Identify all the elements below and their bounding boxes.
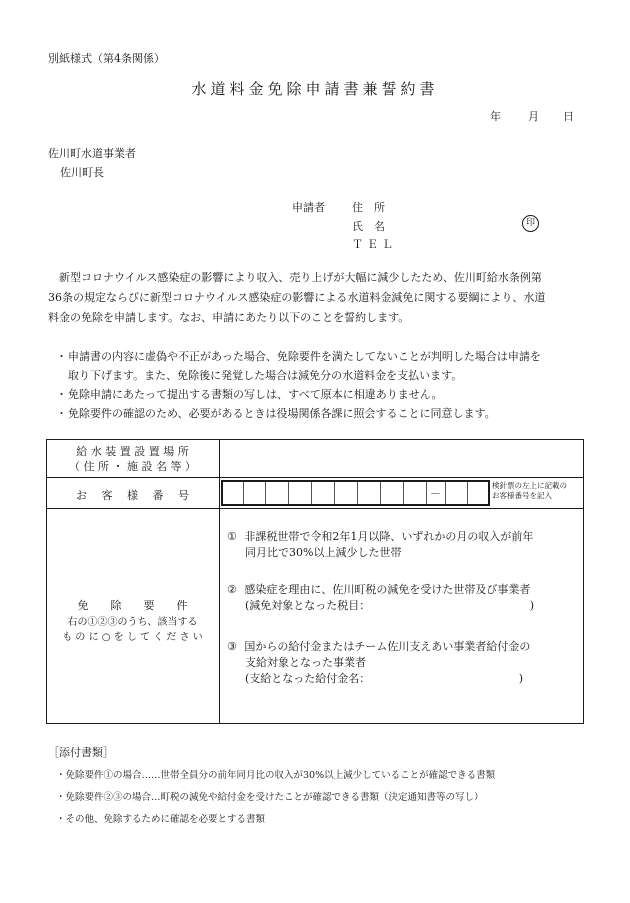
attachments-heading: ［添付書類］	[48, 746, 114, 759]
applicant-name-label: 氏 名	[352, 220, 385, 233]
form-reference: 別紙様式（第4条関係）	[48, 52, 165, 65]
condition-1[interactable]	[227, 529, 533, 561]
table-row-divider	[46, 477, 584, 478]
digit-divider	[467, 482, 468, 504]
requirements-instruction: も の に ○ を し て く だ さ い	[62, 632, 203, 643]
table-column-divider	[219, 439, 220, 724]
date-month-label: 月	[528, 110, 539, 123]
addressee-water-utility: 佐川町水道事業者	[48, 147, 136, 160]
condition-text: 支給対象となった事業者	[245, 656, 366, 669]
requirements-instruction: 右の①②③のうち、該当する	[67, 617, 198, 628]
bullet-icon: ・	[56, 407, 67, 420]
condition-number: ②	[227, 583, 237, 596]
pledge-line: 申請書の内容に虚偽や不正があった場合、免除要件を満たしてないことが判明した場合は申請を	[68, 350, 541, 363]
digit-divider	[243, 482, 244, 504]
digit-divider	[445, 482, 446, 504]
statement-line: 36条の規定ならびに新型コロナウイルス感染症の影響による水道料金減免に関する要綱により、水道	[48, 291, 546, 304]
condition-2[interactable]	[227, 582, 534, 614]
bullet-icon: ・	[56, 388, 67, 401]
applicant-label: 申請者	[292, 201, 325, 214]
digit-divider	[357, 482, 358, 504]
condition-3[interactable]	[227, 639, 530, 687]
condition-text: 国からの給付金またはチーム佐川支えあい事業者給付金の	[244, 640, 531, 653]
date-day-label: 日	[563, 110, 574, 123]
location-label: 給 水 装 置 設 置 場 所	[76, 445, 189, 458]
application-statement	[48, 268, 588, 328]
location-sublabel: （ 住 所 ・ 施 設 名 等 ）	[69, 460, 196, 473]
condition-number: ③	[227, 640, 237, 653]
statement-line: 料金の免除を申請します。なお、申請にあたり以下のことを誓約します。	[48, 311, 410, 324]
attachment-item: ・免除要件①の場合……世帯全員分の前年同月比の収入が30%以上減少していることが確認できる書類	[56, 770, 496, 781]
location-field[interactable]	[222, 441, 582, 475]
pledge-list	[56, 347, 596, 423]
applicant-address-label: 住 所	[352, 201, 385, 214]
meter-note	[492, 481, 567, 501]
benefit-name-field[interactable]: (支給となった給付金名： )	[245, 672, 524, 685]
meter-note-line: お客様番号を記入	[492, 491, 552, 500]
pledge-line: 取り下げます。また、免除後に発覚した場合は減免分の水道料金を支払います。	[68, 369, 463, 382]
digit-divider	[265, 482, 266, 504]
statement-line: 新型コロナウイルス感染症の影響により収入、売り上げが大幅に減少したため、佐川町給水条例第	[59, 271, 542, 284]
pledge-item	[56, 385, 596, 404]
digit-divider	[334, 482, 335, 504]
attachment-item: ・その他、免除するために確認を必要とする書類	[56, 814, 266, 825]
addressee-mayor: 佐川町長	[60, 166, 104, 179]
table-row-divider	[46, 508, 584, 509]
pledge-line: 免除要件の確認のため、必要があるときは役場関係各課に照会することに同意します。	[68, 407, 496, 420]
date-year-label: 年	[490, 110, 501, 123]
attachment-item: ・免除要件②③の場合…町税の減免や給付金を受けたことが確認できる書類（決定通知書等の写し）	[56, 792, 484, 803]
document-title: 水道料金免除申請書兼誓約書	[191, 80, 439, 98]
applicant-tel-label: ＴＥＬ	[352, 238, 397, 251]
requirements-label: 免 除 要 件	[77, 599, 188, 612]
condition-text: 感染症を理由に、佐川町税の減免を受けた世帯及び事業者	[244, 583, 531, 596]
tax-item-field[interactable]: (減免対象となった税目： )	[245, 599, 535, 612]
customer-number-dash: －	[430, 487, 441, 500]
digit-divider	[426, 482, 427, 504]
digit-divider	[403, 482, 404, 504]
digit-divider	[311, 482, 312, 504]
condition-number: ①	[227, 530, 237, 543]
digit-divider	[288, 482, 289, 504]
pledge-item	[56, 404, 596, 423]
condition-text: 非課税世帯で令和2年1月以降、いずれかの月の収入が前年	[244, 530, 534, 543]
pledge-line: 免除申請にあたって提出する書類の写しは、すべて原本に相違ありません。	[68, 388, 443, 401]
pledge-item	[56, 347, 596, 385]
condition-text: 同月比で30%以上減少した世帯	[245, 546, 402, 559]
bullet-icon: ・	[56, 350, 67, 363]
meter-note-line: 検針票の左上に記載の	[492, 481, 567, 490]
customer-number-label: お 客 様 番 号	[76, 489, 189, 502]
digit-divider	[380, 482, 381, 504]
customer-number-field[interactable]	[221, 480, 490, 506]
seal-mark: 印	[522, 215, 539, 232]
